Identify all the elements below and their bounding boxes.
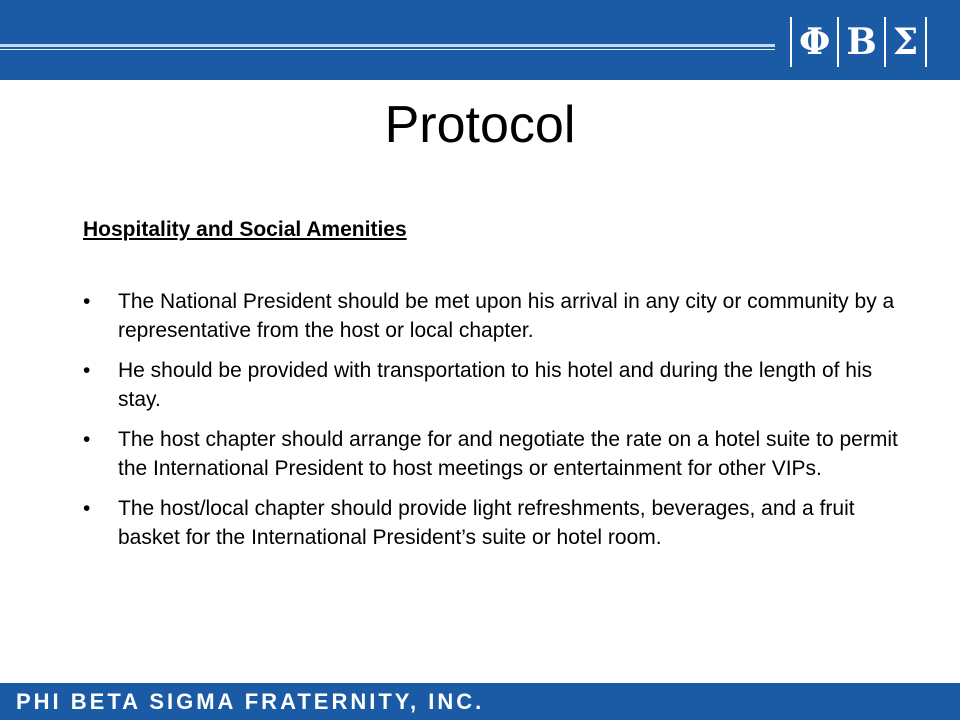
bullet-item: [83, 425, 903, 483]
banner-rule-thin: [0, 49, 775, 50]
logo-divider: [925, 17, 927, 67]
logo-letter-beta: Β: [846, 21, 877, 63]
bullet-item: [83, 494, 903, 552]
logo-divider: [790, 17, 792, 67]
bullet-list: [83, 287, 903, 563]
logo-letter-sigma: Σ: [892, 21, 919, 63]
logo-divider: [837, 17, 839, 67]
bullet-text: The host/local chapter should provide light refreshments, beverages, and a fruit basket for the International President’s suite or hotel room.: [118, 497, 855, 549]
banner-rule: [0, 44, 775, 47]
bullet-item: [83, 356, 903, 414]
greek-letters-logo: [783, 16, 934, 68]
bullet-text: He should be provided with transportation to his hotel and during the length of his stay.: [118, 359, 873, 411]
top-banner: [0, 0, 960, 80]
bullet-text: The host chapter should arrange for and negotiate the rate on a hotel suite to permit the International President to host meetings or entertainment for other VIPs.: [118, 428, 898, 480]
bullet-marker: •: [83, 428, 91, 451]
bullet-marker: •: [83, 359, 91, 382]
bullet-text: The National President should be met upon his arrival in any city or community by a representative from the host or local chapter.: [118, 290, 895, 342]
section-heading: Hospitality and Social Amenities: [83, 218, 407, 241]
bullet-marker: •: [83, 497, 91, 520]
bullet-marker: •: [83, 290, 91, 313]
slide-title: Protocol: [384, 96, 576, 154]
footer-organization-name: PHI BETA SIGMA FRATERNITY, INC.: [16, 689, 485, 714]
logo-divider: [884, 17, 886, 67]
bullet-item: [83, 287, 903, 345]
footer-band: [0, 683, 960, 720]
logo-letter-phi: Φ: [799, 21, 831, 63]
